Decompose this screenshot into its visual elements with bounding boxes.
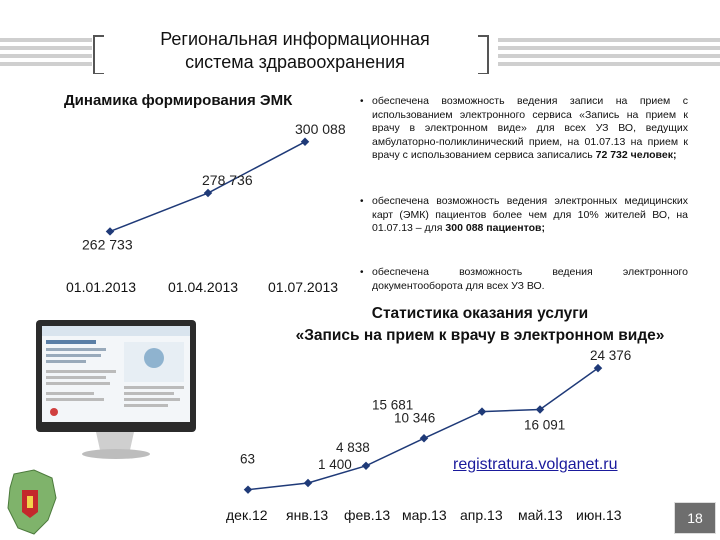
page-number: 18 xyxy=(674,502,716,534)
stats-x-tick-label: апр.13 xyxy=(460,507,503,523)
stats-value-label: 16 091 xyxy=(524,417,566,433)
stats-point xyxy=(420,434,428,442)
stats-value-label: 63 xyxy=(240,451,256,467)
bullet-dot: • xyxy=(360,267,364,278)
stats-x-tick-label: июн.13 xyxy=(576,507,622,523)
stats-x-tick-label: фев.13 xyxy=(344,507,391,523)
stats-chart xyxy=(220,350,650,532)
emk-x-tick-label: 01.07.2013 xyxy=(268,279,339,295)
stats-point xyxy=(244,485,252,493)
stats-value-label: 4 838 xyxy=(336,439,370,455)
emk-x-tick-label: 01.01.2013 xyxy=(66,279,137,295)
emk-chart-title: Динамика формирования ЭМК xyxy=(64,92,293,109)
emk-point xyxy=(106,227,114,235)
bullet-item xyxy=(360,95,688,163)
emk-point xyxy=(204,189,212,197)
registratura-link[interactable]: registratura.volganet.ru xyxy=(453,456,618,473)
stats-point xyxy=(362,462,370,470)
bullet-item xyxy=(360,195,688,236)
bullet-text: обеспечена возможность ведения электронных медицинских карт (ЭМК) пациентов более чем для 10% жителей ВО, на 01.07.13 – для xyxy=(372,195,688,234)
stats-value-label: 10 346 xyxy=(394,410,436,426)
emk-value-label: 262 733 xyxy=(82,236,133,253)
title-line-2: система здравоохранения xyxy=(185,52,405,72)
stats-x-tick-label: мар.13 xyxy=(402,507,447,523)
region-map-emblem xyxy=(4,468,60,538)
bullet-bold: 300 088 пациентов; xyxy=(445,222,545,234)
stats-value-label: 1 400 xyxy=(318,457,352,472)
stats-title-line-1: Статистика оказания услуги xyxy=(371,305,589,322)
bullet-dot: • xyxy=(360,196,364,207)
monitor-illustration xyxy=(34,318,204,468)
stats-value-label: 24 376 xyxy=(590,350,632,364)
stats-x-tick-label: янв.13 xyxy=(286,507,329,523)
emk-x-tick-label: 01.04.2013 xyxy=(168,279,239,295)
emk-value-label: 300 088 xyxy=(295,120,346,137)
stats-x-tick-label: дек.12 xyxy=(226,507,268,523)
bullet-dot: • xyxy=(360,96,364,107)
bullet-bold: 72 732 человек; xyxy=(595,149,677,161)
emk-point xyxy=(301,138,309,146)
stats-point xyxy=(478,407,486,415)
bullet-text: обеспечена возможность ведения электронного документооборота для всех УЗ ВО. xyxy=(372,266,688,292)
stats-x-tick-label: май.13 xyxy=(518,507,563,523)
stats-title xyxy=(270,303,690,347)
page-title xyxy=(110,28,480,74)
stats-point xyxy=(304,479,312,487)
title-line-1: Региональная информационная xyxy=(160,29,430,49)
emk-value-label: 278 736 xyxy=(202,172,253,189)
bullet-text: обеспечена возможность ведения записи на прием с использованием электронного сервиса «Запись на прием к врачу в электронном виде» для всех УЗ ВО, ведущих амбулаторно-поликлинический прием, на 01.07.13 на прием к врачу с использованием сервиса записались xyxy=(372,95,688,161)
emk-chart xyxy=(60,110,370,300)
bullet-item xyxy=(360,266,688,293)
stats-title-line-2: «Запись на прием к врачу в электронном виде» xyxy=(295,327,665,344)
stats-value-label: 15 681 xyxy=(372,397,414,413)
